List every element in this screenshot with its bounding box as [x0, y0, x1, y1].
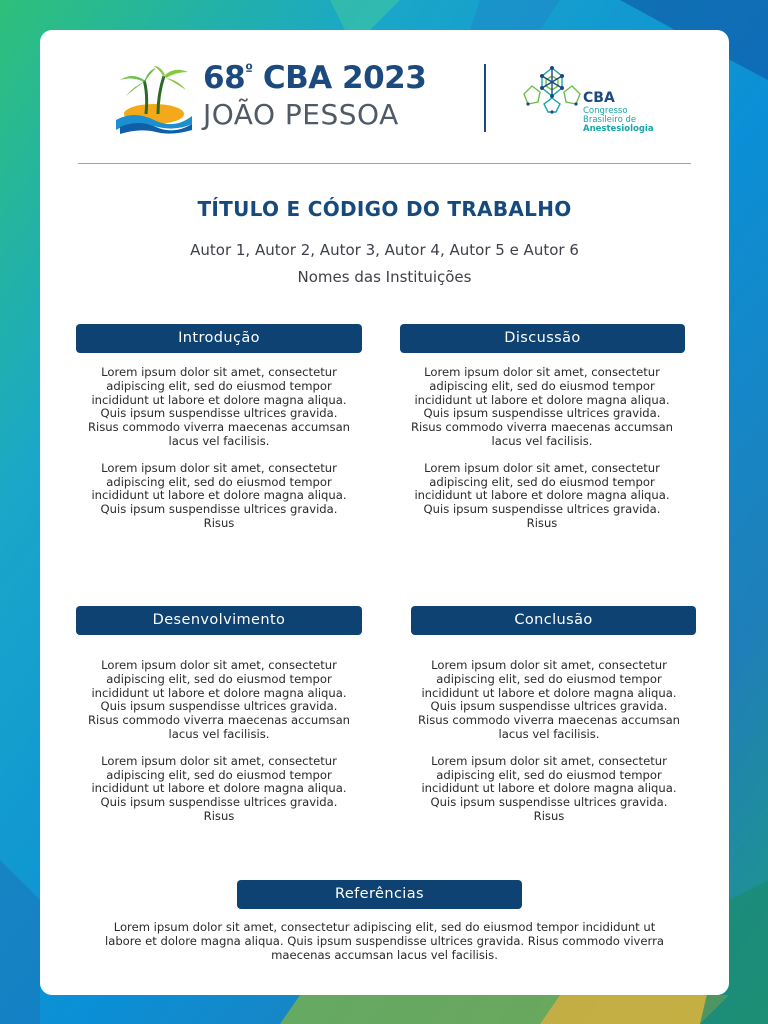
paragraph: Lorem ipsum dolor sit amet, consectetur adipiscing elit, sed do eiusmod tempor incididunt ut labore et dolore magna aliqua. Quis ipsum suspendisse ultrices gravida. Risus [421, 753, 677, 823]
paragraph: Lorem ipsum dolor sit amet, consectetur adipiscing elit, sed do eiusmod tempor incididunt ut labore et dolore magna aliqua. Quis ipsum suspendisse ultrices gravida. Risus commodo viverra maecenas accumsan lacus vel facilisis. [410, 365, 674, 448]
section-heading-desenvolvimento: Desenvolvimento [76, 606, 362, 635]
section-body-conclusao [415, 659, 683, 837]
paragraph: Lorem ipsum dolor sit amet, consectetur adipiscing elit, sed do eiusmod tempor incididunt ut labore et dolore magna aliqua. Quis ipsum suspendisse ultrices gravida. Risus commodo viverra maecenas accumsan lacus vel facilisis. [417, 658, 681, 741]
section-body-discussao [408, 366, 676, 544]
section-body-referencias: Lorem ipsum dolor sit amet, consectetur adipiscing elit, sed do eiusmod tempor incididunt ut labore et dolore magna aliqua. Quis ipsum suspendisse ultrices gravida. Risus commodo viverra maecenas accumsan lacus vel facilisis. [105, 920, 664, 962]
paragraph: Lorem ipsum dolor sit amet, consectetur adipiscing elit, sed do eiusmod tempor incididunt ut labore et dolore magna aliqua. Quis ipsum suspendisse ultrices gravida. Risus commodo viverra maecenas accumsan lacus vel facilisis. [87, 365, 351, 448]
paragraph: Lorem ipsum dolor sit amet, consectetur adipiscing elit, sed do eiusmod tempor incididunt ut labore et dolore magna aliqua. Quis ipsum suspendisse ultrices gravida. Risus [91, 753, 347, 823]
paragraph: Lorem ipsum dolor sit amet, consectetur adipiscing elit, sed do eiusmod tempor incididunt ut labore et dolore magna aliqua. Quis ipsum suspendisse ultrices gravida. Risus [414, 460, 670, 530]
section-body-introducao [85, 366, 353, 544]
paragraph: Lorem ipsum dolor sit amet, consectetur adipiscing elit, sed do eiusmod tempor incididunt ut labore et dolore magna aliqua. Quis ipsum suspendisse ultrices gravida. Risus commodo viverra maecenas accumsan lacus vel facilisis. [87, 658, 351, 741]
cba-wordmark: CBA [583, 90, 615, 106]
authors-line: Autor 1, Autor 2, Autor 3, Autor 4, Autor 5 e Autor 6 [190, 241, 579, 259]
logo-city: JOÃO PESSOA [203, 98, 399, 131]
palm-tree-logo-icon [114, 64, 194, 134]
cba-subtitle: Congresso Brasileiro de Anestesiologia [583, 106, 654, 134]
section-heading-discussao: Discussão [400, 324, 685, 353]
section-heading-introducao: Introdução [76, 324, 362, 353]
section-heading-conclusao: Conclusão [411, 606, 696, 635]
cba-network-logo-icon [520, 64, 584, 114]
poster-title: TÍTULO E CÓDIGO DO TRABALHO [197, 197, 572, 221]
institutions-line: Nomes das Instituições [297, 268, 472, 286]
logo-divider [484, 64, 486, 132]
logo-event-title: $68^º$ CBA 2023 [203, 60, 427, 96]
paragraph: Lorem ipsum dolor sit amet, consectetur adipiscing elit, sed do eiusmod tempor incididunt ut labore et dolore magna aliqua. Quis ipsum suspendisse ultrices gravida. Risus [91, 460, 347, 530]
poster-card [40, 30, 729, 995]
section-body-desenvolvimento [85, 659, 353, 837]
header-divider [78, 163, 691, 164]
section-heading-referencias: Referências [237, 880, 522, 909]
